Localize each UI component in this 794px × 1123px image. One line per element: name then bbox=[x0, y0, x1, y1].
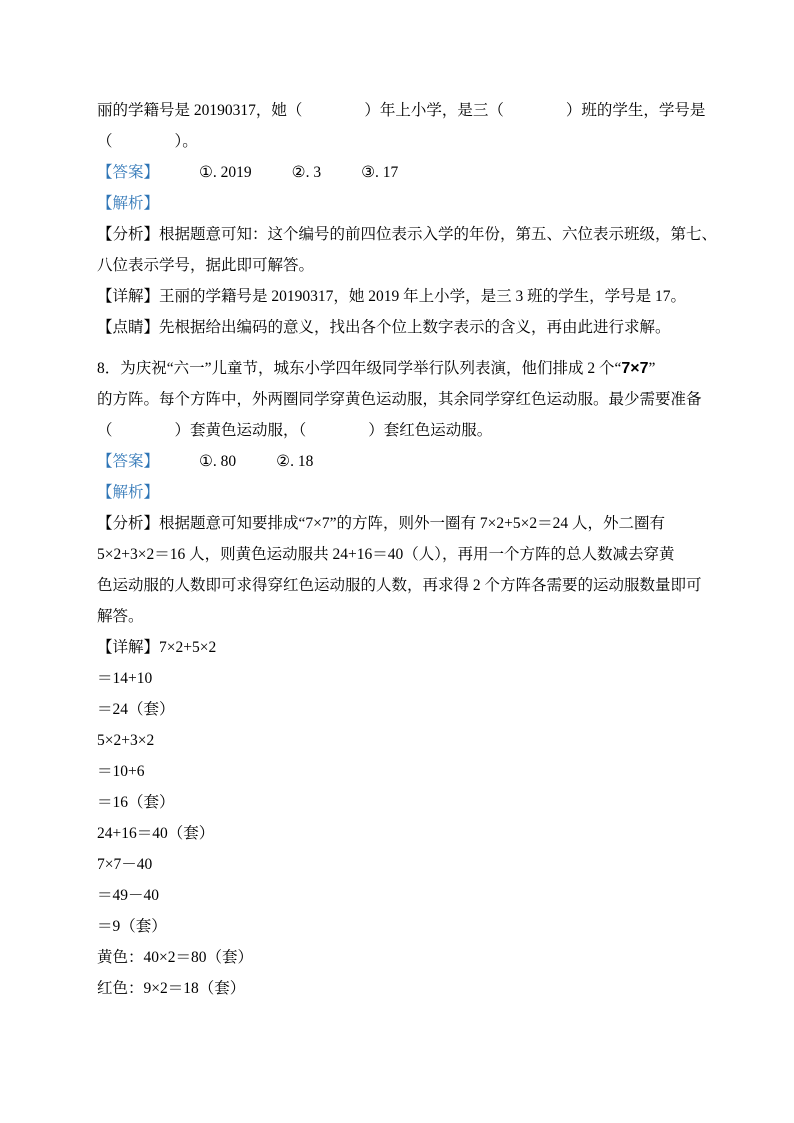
q8-calc-line-10: 黄色：40×2＝80（套） bbox=[97, 949, 253, 966]
q8-calc-line-7: 7×7－40 bbox=[97, 856, 153, 873]
q7-fenxi-line-1: 【分析】根据题意可知：这个编号的前四位表示入学的年份，第五、六位表示班级，第七、 bbox=[97, 226, 718, 243]
q8-analysis-header-line bbox=[97, 477, 704, 508]
q7-question-text-line-1: 丽的学籍号是 20190317，她（ ）年上小学，是三（ ）班的学生，学号是 bbox=[97, 102, 706, 119]
q7-dianjing-line: 【点睛】先根据给出编码的意义，找出各个位上数字表示的含义，再由此进行求解。 bbox=[97, 319, 671, 336]
q8-answer-line bbox=[97, 446, 704, 477]
q8-answer-item-2: ②. 18 bbox=[276, 453, 314, 470]
q7-xiangjie-line: 【详解】王丽的学籍号是 20190317，她 2019 年上小学，是三 3 班的学生，学号是 17。 bbox=[97, 288, 687, 305]
q8-question-line1-bold-7x7: 7×7 bbox=[621, 360, 649, 377]
q8-calc-line-6: 24+16＝40（套） bbox=[97, 825, 215, 842]
question-7-solution-block bbox=[97, 95, 718, 343]
q8-question-line1-text: 8．为庆祝“六一”儿童节，城东小学四年级同学举行队列表演，他们排成 2 个“ bbox=[97, 360, 622, 377]
q7-question-text-line-2: （ ）。 bbox=[97, 133, 198, 150]
q7-answer-item-2: ②. 3 bbox=[291, 164, 322, 181]
q8-calc-line-8: ＝49－40 bbox=[97, 887, 160, 904]
q8-question-text-line-2: 的方阵。每个方阵中，外两圈同学穿黄色运动服，其余同学穿红色运动服。最少需要准备 bbox=[97, 391, 702, 408]
q8-calc-line-2: ＝24（套） bbox=[97, 701, 175, 718]
q8-fenxi-line-4: 解答。 bbox=[97, 608, 144, 625]
q7-answer-item-3: ③. 17 bbox=[361, 164, 399, 181]
q8-question-text-line-3: （ ）套黄色运动服，（ ）套红色运动服。 bbox=[97, 422, 493, 439]
q8-calc-line-4: ＝10+6 bbox=[97, 763, 145, 780]
q8-fenxi-line-3: 色运动服的人数即可求得穿红色运动服的人数，再求得 2 个方阵各需要的运动服数量即可 bbox=[97, 577, 702, 594]
q8-fenxi-line-1: 【分析】根据题意可知要排成“7×7”的方阵，则外一圈有 7×2+5×2＝24 人，外二圈有 bbox=[97, 515, 665, 532]
q8-calc-line-5: ＝16（套） bbox=[97, 794, 175, 811]
q8-jiexi-label: 【解析】 bbox=[97, 484, 160, 501]
question-8-solution-block bbox=[97, 353, 704, 1004]
q8-calc-line-1: ＝14+10 bbox=[97, 670, 153, 687]
q8-answer-item-1: ①. 80 bbox=[199, 453, 237, 470]
q8-calc-line-3: 5×2+3×2 bbox=[97, 732, 155, 749]
q8-calc-line-11: 红色：9×2＝18（套） bbox=[97, 980, 246, 997]
q8-calc-line-9: ＝9（套） bbox=[97, 918, 167, 935]
q8-question-text-line-1 bbox=[97, 353, 704, 384]
q7-jiexi-label: 【解析】 bbox=[97, 195, 160, 212]
q7-fenxi-line-2: 八位表示学号，据此即可解答。 bbox=[97, 257, 315, 274]
q7-answer-label: 【答案】 bbox=[97, 164, 160, 181]
q8-question-line1-close-quote: ” bbox=[648, 360, 656, 377]
q8-fenxi-line-2: 5×2+3×2＝16 人，则黄色运动服共 24+16＝40（人），再用一个方阵的总人数减去穿黄 bbox=[97, 546, 675, 563]
q7-analysis-header-line bbox=[97, 188, 704, 219]
q8-answer-label: 【答案】 bbox=[97, 453, 160, 470]
q7-answer-item-1: ①. 2019 bbox=[199, 164, 252, 181]
q8-xiangjie-line: 【详解】7×2+5×2 bbox=[97, 639, 217, 656]
q7-answer-line bbox=[97, 157, 704, 188]
